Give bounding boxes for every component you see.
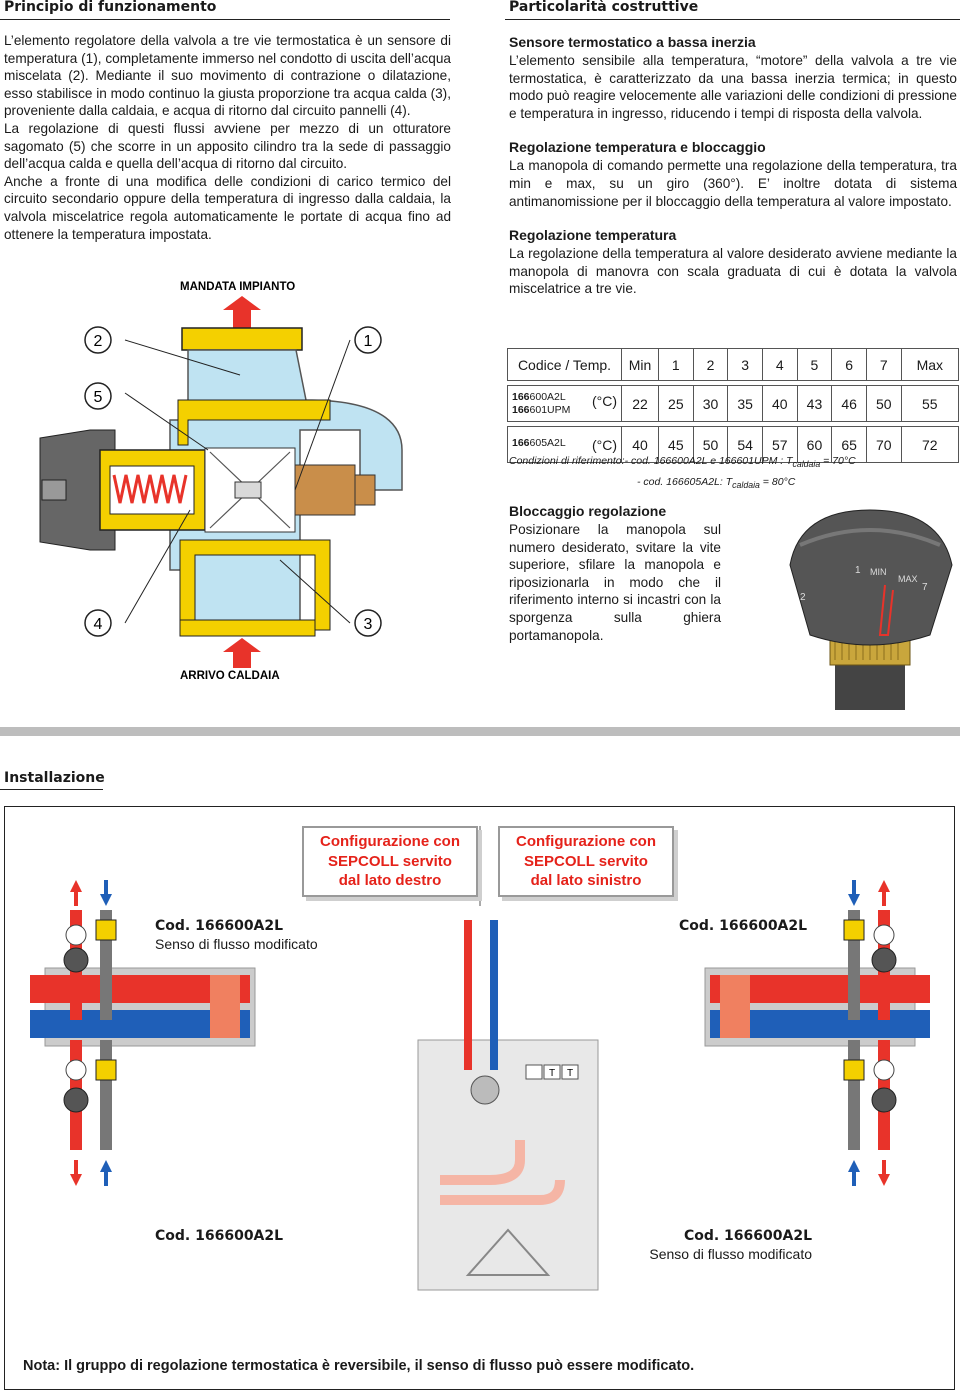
left-up-arrow-icon	[70, 880, 82, 906]
table-cell: 54	[728, 427, 763, 463]
table-cell: 50	[866, 386, 901, 422]
table-header-cell: 6	[832, 349, 867, 381]
code-prefix: 166	[512, 403, 530, 416]
reference-conditions	[509, 452, 856, 494]
code-suffix: 601UPM	[529, 403, 571, 416]
boiler-symbol-t1: T	[548, 1068, 556, 1079]
table-cell: 35	[728, 386, 763, 422]
nota-text: Nota: Il gruppo di regolazione termostatica è reversibile, il senso di flusso può essere modificato.	[23, 1358, 695, 1374]
config-right-line-2: SEPCOLL servito	[524, 852, 648, 870]
unit: (°C)	[591, 436, 617, 453]
particolarita-text	[509, 34, 957, 298]
table-code-cell	[508, 386, 622, 422]
table-cell: 65	[832, 427, 867, 463]
temperature-table	[507, 348, 959, 463]
regolazione-bloccaggio-title: Regolazione temperatura e bloccaggio	[509, 139, 766, 156]
bloccaggio-title: Bloccaggio regolazione	[509, 503, 667, 519]
knob-label-max: MAX	[898, 574, 918, 584]
code-suffix: 605A2L	[529, 436, 566, 449]
table-cell: 40	[762, 386, 797, 422]
principio-paragraph-2: La regolazione di questi flussi avviene per mezzo di un otturatore sagomato (5) che scorre in un apposito cilindro tra la sede di passaggio dell’acqua calda e quella dell’acqua di ritorno dal circuito.	[4, 120, 451, 172]
table-cell: 72	[901, 427, 958, 463]
regolazione-temperatura-title: Regolazione temperatura	[509, 227, 677, 244]
principio-text	[4, 32, 451, 243]
table-cell: 22	[622, 386, 659, 422]
config-left-line-1: Configurazione con	[320, 833, 460, 850]
callout-2-text: 2	[93, 333, 103, 350]
table-header-cell: Max	[901, 349, 958, 381]
right-down-arrow-icon	[848, 880, 860, 906]
mandata-impianto-label: MANDATA IMPIANTO	[180, 281, 296, 293]
regolazione-temperatura-text: La regolazione della temperatura al valore desiderato avviene mediante la manopola di manovra con scala graduata di cui è dotata la valvola miscelatrice a tre vie.	[509, 246, 957, 297]
knob-label-1: 1	[855, 565, 861, 576]
table-header-cell: 4	[762, 349, 797, 381]
title-rule-right	[505, 19, 960, 20]
principio-paragraph-3: Anche a fronte di una modifica delle condizioni di carico termico del circuito secondario oppure della temperatura di ingresso dalla caldaia, la valvola miscelatrice regola automaticamente le portate di acqua fino ad ottenere la temperatura impostata.	[4, 173, 451, 242]
config-right-line-1: Configurazione con	[516, 833, 656, 850]
top-left-code: Cod. 166600A2L	[155, 918, 284, 934]
outflow-arrow-icon	[223, 296, 261, 328]
table-cell: 43	[797, 386, 832, 422]
arrivo-caldaia-label: ARRIVO CALDAIA	[180, 670, 280, 682]
table-header-cell: Codice / Temp.	[508, 349, 622, 381]
installation-schematic	[20, 880, 940, 1365]
code-prefix: 166	[512, 390, 530, 403]
table-cell: 60	[797, 427, 832, 463]
section-divider	[0, 727, 960, 736]
principio-paragraph-1: L’elemento regolatore della valvola a tre vie termostatica è un sensore di temperatura (1), completamente immerso nel condotto di uscita dell’acqua miscelata (2). Mediante il suo movimento di contrazione o dilatazione, esso stabilisce in modo continuo la giusta proporzione tra acqua calda (3), proveniente dalla caldaia, e acqua di ritorno dal circuito pannelli (4).	[4, 33, 451, 119]
installazione-title: Installazione	[4, 770, 105, 786]
top-left-note: Senso di flusso modificato	[155, 936, 318, 952]
table-cell: 45	[659, 427, 694, 463]
cond-2-sub: caldaia	[732, 480, 760, 491]
table-cell: 40	[622, 427, 659, 463]
principio-title: Principio di funzionamento	[4, 0, 217, 15]
table-header-cell: 3	[728, 349, 763, 381]
boiler-gauge-icon	[526, 1065, 542, 1079]
table-cell: 25	[659, 386, 694, 422]
sensore-title: Sensore termostatico a bassa inerzia	[509, 34, 756, 50]
table-cell: 70	[866, 427, 901, 463]
unit: (°C)	[591, 392, 617, 409]
cond-1-sub: caldaia	[792, 459, 821, 470]
callout-1-text: 1	[363, 333, 373, 350]
config-left-line-3: dal lato destro	[338, 872, 442, 889]
callout-3-text: 3	[363, 616, 373, 633]
bloccaggio-text: Posizionare la manopola sul numero desiderato, svitare la vite superiore, sfilare la manopola e riposizionarla in modo che il riferimento interno si incastri con la sporgenza sulla ghiera portamanopola.	[509, 522, 721, 643]
knob-label-7: 7	[922, 582, 928, 593]
table-cell: 30	[693, 386, 728, 422]
cond-1-value: = 70°C	[820, 455, 856, 467]
sensore-text: L’elemento sensibile alla temperatura, “motore” della valvola a tre vie termostatica, è caratterizzato da una bassa inerzia termica; in questo modo può reagire velocemente alle variazioni delle condizioni di pressione e temperatura in ingresso, riducendo i tempi di risposta della valvola.	[509, 53, 957, 121]
table-header-cell: 7	[866, 349, 901, 381]
callout-4-text: 4	[93, 616, 103, 633]
table-cell: 57	[762, 427, 797, 463]
knob-label-min: MIN	[870, 567, 887, 577]
code-prefix: 166	[512, 436, 530, 449]
code-suffix: 600A2L	[529, 390, 566, 403]
valve-cross-section	[30, 270, 450, 690]
boiler-symbol-t2: T	[566, 1068, 574, 1079]
bottom-right-note: Senso di flusso modificato	[649, 1246, 812, 1262]
installazione-rule	[0, 789, 103, 790]
config-right-line-3: dal lato sinistro	[530, 872, 642, 889]
particolarita-title: Particolarità costruttive	[509, 0, 699, 15]
top-right-code: Cod. 166600A2L	[679, 918, 808, 934]
inflow-arrow-icon	[223, 638, 261, 668]
table-cell: 46	[832, 386, 867, 422]
cond-2-value: = 80°C	[759, 476, 796, 489]
bottom-left-code: Cod. 166600A2L	[155, 1228, 284, 1244]
regolazione-bloccaggio-text: La manopola di comando permette una regolazione della temperatura, tra min e max, su un giro (360°). E’ inoltre dotata di sistema antimanomissione per il bloccaggio della temperatura al valore impostato.	[509, 158, 957, 209]
config-left-line-2: SEPCOLL servito	[328, 852, 452, 870]
right-up-arrow-icon	[878, 880, 890, 906]
knob-illustration	[780, 505, 958, 710]
bloccaggio-section	[509, 503, 721, 644]
table-row	[508, 386, 959, 422]
knob-label-2: 2	[800, 592, 806, 603]
cond-1: - cod. 166600A2L e 166601UPM : T	[624, 455, 793, 467]
table-header-cell: 1	[659, 349, 694, 381]
table-header-cell: 5	[797, 349, 832, 381]
bottom-right-code: Cod. 166600A2L	[683, 1228, 812, 1244]
table-header-cell: 2	[693, 349, 728, 381]
title-rule-left	[0, 19, 450, 20]
table-header-cell: Min	[622, 349, 659, 381]
callout-5-text: 5	[93, 389, 103, 406]
table-header-row	[508, 349, 959, 381]
cond-2: - cod. 166605A2L: T	[637, 476, 733, 489]
table-cell: 50	[693, 427, 728, 463]
table-cell: 55	[901, 386, 958, 422]
cond-label: Condizioni di riferimento:	[509, 455, 625, 467]
left-down-arrow-icon	[100, 880, 112, 906]
